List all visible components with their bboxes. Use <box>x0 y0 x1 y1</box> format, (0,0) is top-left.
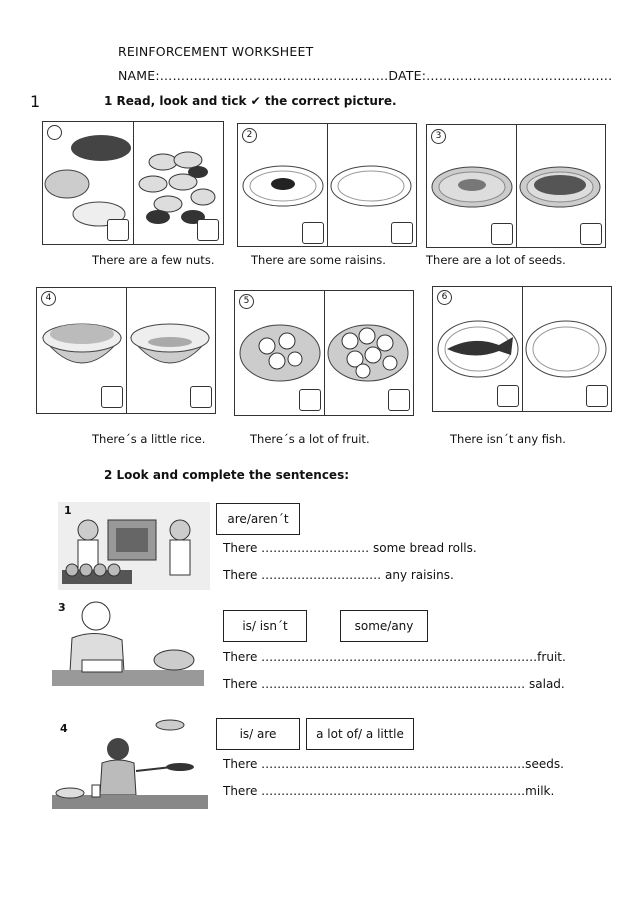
sentence-4b: There …………………………………………………………milk. <box>223 784 555 798</box>
tick-box-fish-left[interactable] <box>497 385 519 407</box>
sentence-1a: There ……………………… some bread rolls. <box>223 541 477 555</box>
item-number-3: 3 <box>431 129 446 144</box>
raisins-illustration <box>238 124 416 246</box>
section2-instruction: 2 Look and complete the sentences: <box>104 468 350 482</box>
section-marker: 1 <box>30 92 41 111</box>
caption-2: There are some raisins. <box>251 253 386 267</box>
tick-box-raisins-right[interactable] <box>391 222 413 244</box>
tick-box-rice-right[interactable] <box>190 386 212 408</box>
sentence-3b: There ………………………………………………………… salad. <box>223 677 565 691</box>
fruit-picture-pair <box>234 290 414 416</box>
rice-illustration <box>37 288 215 413</box>
rice-picture-pair <box>36 287 216 414</box>
tick-box-seeds-left[interactable] <box>491 223 513 245</box>
caption-3: There are a lot of seeds. <box>426 253 566 267</box>
fruit-illustration <box>235 291 413 415</box>
item-number-5: 5 <box>239 294 254 309</box>
seeds-picture-pair <box>426 124 606 248</box>
block-number-4: 4 <box>60 722 68 735</box>
word-box-quantity: a lot of/ a little <box>306 718 414 750</box>
sentence-4a: There …………………………………………………………seeds. <box>223 757 564 771</box>
bakery-illustration <box>58 502 210 590</box>
tick-box-fish-right[interactable] <box>586 385 608 407</box>
sentence-3a: There ……………………………………………………………fruit. <box>223 650 566 664</box>
nuts-picture-pair <box>42 121 224 245</box>
item-number-6: 6 <box>437 290 452 305</box>
tick-box-raisins-left[interactable] <box>302 222 324 244</box>
item-number-2: 2 <box>242 128 257 143</box>
word-box-is-are: is/ are <box>216 718 300 750</box>
caption-4: There´s a little rice. <box>92 432 206 446</box>
caption-1: There are a few nuts. <box>92 253 215 267</box>
item-number-4: 4 <box>41 291 56 306</box>
nuts-illustration <box>43 122 223 244</box>
word-box-are-arent: are/aren´t <box>216 503 300 535</box>
pancake-girl-illustration <box>52 715 208 809</box>
sentence-1b: There ………………………… any raisins. <box>223 568 454 582</box>
name-date-line: NAME:………………………………………………DATE:…………………………………….. <box>118 68 613 83</box>
fish-picture-pair <box>432 286 612 412</box>
worksheet-title: REINFORCEMENT WORKSHEET <box>118 44 314 59</box>
tick-box-seeds-right[interactable] <box>580 223 602 245</box>
tick-box-few-nuts[interactable] <box>107 219 129 241</box>
caption-5: There´s a lot of fruit. <box>250 432 370 446</box>
block-number-3: 3 <box>58 601 66 614</box>
fish-illustration <box>433 287 611 411</box>
caption-6: There isn´t any fish. <box>450 432 566 446</box>
salad-boy-illustration <box>52 598 204 686</box>
tick-box-fruit-right[interactable] <box>388 389 410 411</box>
block-number-1: 1 <box>64 504 72 517</box>
tick-box-rice-left[interactable] <box>101 386 123 408</box>
tick-box-many-nuts[interactable] <box>197 219 219 241</box>
word-box-is-isnt: is/ isn´t <box>223 610 307 642</box>
word-box-some-any: some/any <box>340 610 428 642</box>
tick-box-fruit-left[interactable] <box>299 389 321 411</box>
section1-instruction: 1 Read, look and tick ✔ the correct picture. <box>104 94 397 108</box>
raisins-picture-pair <box>237 123 417 247</box>
seeds-illustration <box>427 125 605 247</box>
